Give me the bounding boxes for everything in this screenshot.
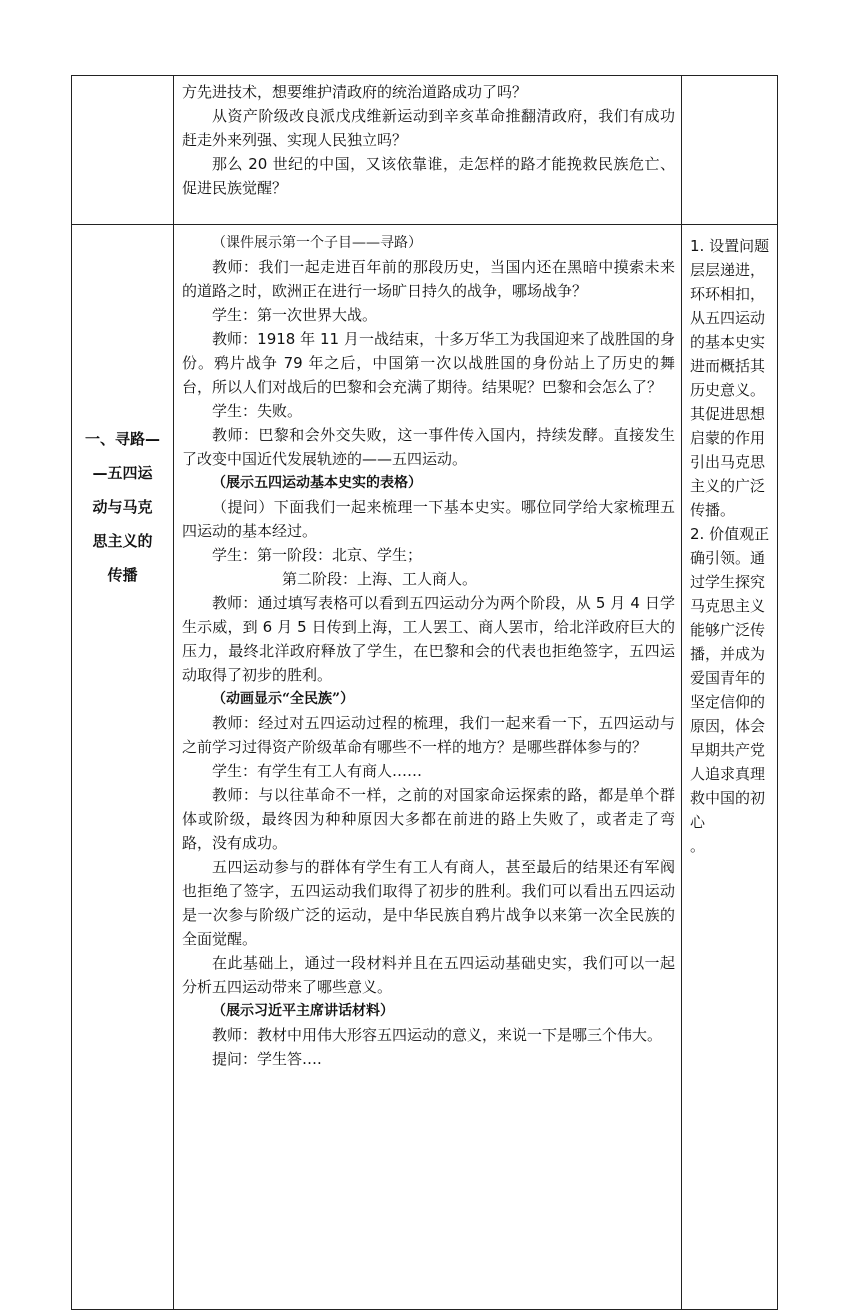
table-row-intro — [72, 76, 778, 225]
design-intent-notes — [682, 225, 778, 1310]
dialogue-line: 教师：巴黎和会外交失败，这一事件传入国内，持续发酵。直接发生了改变中国近代发展轨迹的——五四运动。 — [182, 426, 675, 468]
note-line: 的基本史实 — [690, 333, 766, 351]
note-line: 人追求真理 — [690, 765, 766, 783]
dialogue-line: 学生：失败。 — [212, 402, 303, 420]
section-heading — [72, 225, 174, 1310]
note-line: 其促进思想 — [690, 405, 766, 423]
dialogue-line: 学生：第一阶段：北京、学生； — [212, 546, 423, 564]
dialogue-line: 教师：经过对五四运动过程的梳理，我们一起来看一下，五四运动与之前学习过得资产阶级革命有哪些不一样的地方？是哪些群体参与的？ — [182, 714, 675, 756]
lesson-plan-table — [71, 75, 778, 1310]
cell-blank-left — [72, 76, 174, 225]
note-line: 引出马克思 — [690, 453, 766, 471]
dialogue-line: 五四运动参与的群体有学生有工人有商人，甚至最后的结果还有军阀也拒绝了签字，五四运动我们取得了初步的胜利。我们可以看出五四运动是一次参与阶级广泛的运动，是中华民族自鸦片战争以来第一次全民族的全面觉醒。 — [182, 858, 675, 948]
dialogue-line: 教师：与以往革命不一样，之前的对国家命运探索的路，都是单个群体或阶级，最终因为种种原因大多都在前进的路上失败了，或者走了弯路，没有成功。 — [182, 786, 675, 852]
intro-line-1: 方先进技术，想要维护清政府的统治道路成功了吗？ — [182, 83, 528, 101]
stage-cue: （动画显示“全民族”） — [212, 691, 355, 707]
note-line: 坚定信仰的 — [690, 693, 766, 711]
note-line: 马克思主义 — [690, 597, 766, 615]
dialogue-line: （提问）下面我们一起来梳理一下基本史实。哪位同学给大家梳理五四运动的基本经过。 — [182, 498, 675, 540]
note-line: 爱国青年的 — [690, 669, 766, 687]
table-row-section-1 — [72, 225, 778, 1310]
dialogue-line: 学生：第一次世界大战。 — [212, 306, 378, 324]
heading-line: 一、寻路— — [84, 430, 160, 448]
note-line: 早期共产党 — [690, 741, 766, 759]
note-line: 原因，体会 — [690, 717, 766, 735]
note-line: 启蒙的作用 — [690, 429, 766, 447]
note-line: 能够广泛传 — [690, 621, 766, 639]
note-line: 传播。 — [690, 501, 736, 519]
note-line: 确引领。通 — [690, 549, 766, 567]
note-line: 心 — [690, 813, 706, 831]
dialogue-line: 教师：教材中用伟大形容五四运动的意义，来说一下是哪三个伟大。 — [212, 1026, 663, 1044]
note-line: 主义的广泛 — [690, 477, 766, 495]
stage-cue: （课件展示第一个子目——寻路） — [212, 235, 422, 251]
cell-blank-right — [682, 76, 778, 225]
section-content — [174, 225, 682, 1310]
note-line: 进而概括其 — [690, 357, 766, 375]
dialogue-line: 在此基础上，通过一段材料并且在五四运动基础史实，我们可以一起分析五四运动带来了哪些意义。 — [182, 954, 675, 996]
intro-line-3: 那么 20 世纪的中国，又该依靠谁，走怎样的路才能挽救民族危亡、促进民族觉醒？ — [182, 155, 675, 197]
heading-line: —五四运 — [92, 464, 153, 482]
cell-intro-text — [174, 76, 682, 225]
heading-line: 动与马克 — [92, 498, 153, 516]
heading-line: 思主义的 — [92, 532, 153, 550]
dialogue-line: 教师：通过填写表格可以看到五四运动分为两个阶段，从 5 月 4 日学生示威，到 6 月 5 日传到上海，工人罢工、商人罢市，给北洋政府巨大的压力，最终北洋政府释放了学生，在巴黎和会的代表也拒绝签字，五四运动取得了初步的胜利。 — [182, 594, 675, 684]
stage-cue: （展示五四运动基本史实的表格） — [212, 475, 422, 491]
note-line: 环环相扣， — [690, 285, 766, 303]
note-line: 播，并成为 — [690, 645, 766, 663]
note-line: 。 — [690, 837, 706, 855]
intro-line-2: 从资产阶级改良派戊戌维新运动到辛亥革命推翻清政府，我们有成功赶走外来列强、实现人民独立吗？ — [182, 107, 675, 149]
note-line: 1. 设置问题 — [690, 237, 770, 255]
note-line: 层层递进， — [690, 261, 766, 279]
dialogue-line: 第二阶段：上海、工人商人。 — [282, 570, 478, 588]
note-line: 从五四运动 — [690, 309, 766, 327]
note-line: 过学生探究 — [690, 573, 766, 591]
note-line: 历史意义。 — [690, 381, 766, 399]
note-line: 救中国的初 — [690, 789, 766, 807]
dialogue-line: 教师：1918 年 11 月一战结束，十多万华工为我国迎来了战胜国的身份。鸦片战争 79 年之后，中国第一次以战胜国的身份站上了历史的舞台，所以人们对战后的巴黎和会充满了期待。结果呢？巴黎和会怎么了？ — [182, 330, 675, 396]
heading-line: 传播 — [107, 566, 138, 584]
dialogue-line: 提问：学生答…. — [212, 1050, 322, 1068]
dialogue-line: 教师：我们一起走进百年前的那段历史，当国内还在黑暗中摸索未来的道路之时，欧洲正在进行一场旷日持久的战争，哪场战争？ — [182, 258, 675, 300]
dialogue-line: 学生：有学生有工人有商人…… — [212, 762, 423, 780]
note-line: 2. 价值观正 — [690, 525, 770, 543]
stage-cue: （展示习近平主席讲话材料） — [212, 1003, 394, 1019]
